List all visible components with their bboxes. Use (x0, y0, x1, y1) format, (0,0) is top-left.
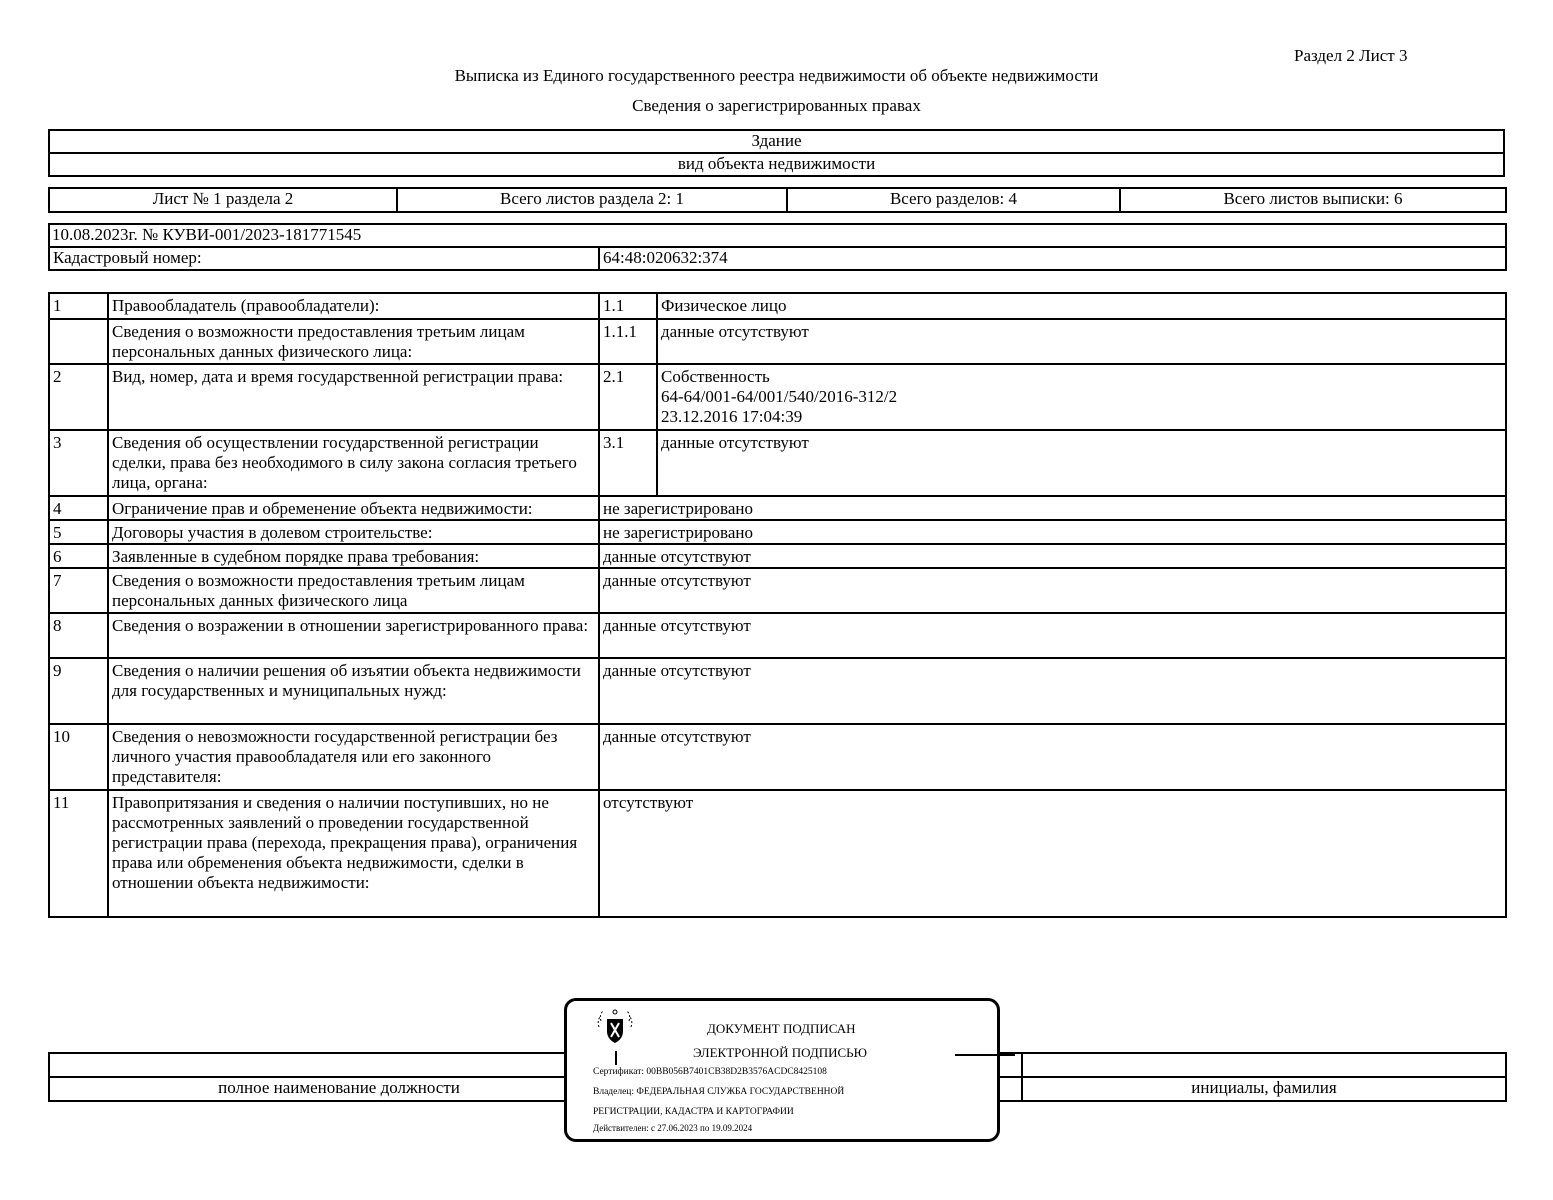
object-name: Здание (49, 130, 1504, 153)
row-code: 1.1.1 (599, 319, 657, 364)
table-row (49, 724, 1506, 790)
row-code: 2.1 (599, 364, 657, 430)
row-value: данные отсутствуют (599, 544, 1506, 568)
document-title: Выписка из Единого государственного реестра недвижимости об объекте недвижимости (454, 66, 1099, 85)
section-sheet-label: Раздел 2 Лист 3 (1294, 46, 1408, 65)
stamp-owner: Владелец: ФЕДЕРАЛЬНАЯ СЛУЖБА ГОСУДАРСТВЕННОЙ (593, 1087, 845, 1097)
row-value (657, 364, 1506, 430)
cadastral-label: Кадастровый номер: (49, 247, 599, 270)
object-caption: вид объекта недвижимости (49, 153, 1504, 176)
row-number: 8 (49, 613, 108, 658)
row-label: Сведения о возражении в отношении зарегистрированного права: (108, 613, 599, 658)
row-label: Сведения об осуществлении государственной регистрации сделки, права без необходимого в силу закона согласия третьего лица, органа: (108, 430, 599, 496)
document-subtitle: Сведения о зарегистрированных правах (632, 96, 921, 115)
row-number: 3 (49, 430, 108, 496)
row-label: Сведения о наличии решения об изъятии объекта недвижимости для государственных и муниципальных нужд: (108, 658, 599, 724)
electronic-signature-stamp (564, 998, 1000, 1142)
row-value: данные отсутствуют (657, 319, 1506, 364)
cadastral-number: 64:48:020632:374 (599, 247, 1506, 270)
rights-table (48, 292, 1507, 918)
registration-datetime: 23.12.2016 17:04:39 (661, 407, 803, 426)
registration-number: 64-64/001-64/001/540/2016-312/2 (661, 387, 898, 406)
table-row (49, 613, 1506, 658)
name-caption: инициалы, фамилия (1022, 1077, 1506, 1101)
right-type: Собственность (661, 367, 770, 386)
stamp-validity: Действителен: с 27.06.2023 по 19.09.2024 (593, 1123, 753, 1133)
row-number: 7 (49, 568, 108, 613)
stamp-owner-cont: РЕГИСТРАЦИИ, КАДАСТРА И КАРТОГРАФИИ (593, 1107, 794, 1117)
row-number: 6 (49, 544, 108, 568)
row-value: данные отсутствуют (657, 430, 1506, 496)
table-row (49, 568, 1506, 613)
sheets-table (48, 187, 1507, 213)
row-number: 4 (49, 496, 108, 520)
info-table (48, 223, 1507, 271)
row-label: Сведения о невозможности государственной регистрации без личного участия правообладателя или его законного представителя: (108, 724, 599, 790)
row-label: Правообладатель (правообладатели): (108, 293, 599, 319)
position-caption: полное наименование должности (49, 1077, 629, 1101)
row-label: Вид, номер, дата и время государственной регистрации права: (108, 364, 599, 430)
table-row (49, 364, 1506, 430)
row-label: Ограничение прав и обременение объекта недвижимости: (108, 496, 599, 520)
row-number: 10 (49, 724, 108, 790)
table-row (49, 496, 1506, 520)
table-row (49, 544, 1506, 568)
row-value: данные отсутствуют (599, 658, 1506, 724)
table-row (49, 293, 1506, 319)
total-section-sheets: Всего листов раздела 2: 1 (397, 188, 787, 212)
object-type-table (48, 129, 1505, 177)
row-number: 11 (49, 790, 108, 917)
table-row (49, 319, 1506, 364)
row-label: Сведения о возможности предоставления третьим лицам персональных данных физического лица (108, 568, 599, 613)
eagle-emblem-icon (597, 1007, 633, 1047)
sheet-number: Лист № 1 раздела 2 (49, 188, 397, 212)
position-field (49, 1053, 629, 1077)
row-number (49, 319, 108, 364)
stamp-certificate: Сертификат: 00BB056B7401CB38D2B3576ACDC8425108 (593, 1067, 827, 1077)
extract-date-number: 10.08.2023г. № КУВИ-001/2023-181771545 (49, 224, 1506, 247)
table-row (49, 790, 1506, 917)
total-extract-sheets: Всего листов выписки: 6 (1120, 188, 1506, 212)
row-value: не зарегистрировано (599, 520, 1506, 544)
table-row (49, 520, 1506, 544)
stamp-rule (955, 1054, 1015, 1056)
name-field (1022, 1053, 1506, 1077)
table-row (49, 430, 1506, 496)
row-code: 1.1 (599, 293, 657, 319)
row-label: Сведения о возможности предоставления третьим лицам персональных данных физического лица: (108, 319, 599, 364)
row-number: 9 (49, 658, 108, 724)
stamp-tick (615, 1051, 617, 1065)
row-value: данные отсутствуют (599, 724, 1506, 790)
row-value: не зарегистрировано (599, 496, 1506, 520)
row-value: Физическое лицо (657, 293, 1506, 319)
row-label: Договоры участия в долевом строительстве: (108, 520, 599, 544)
row-code: 3.1 (599, 430, 657, 496)
row-label: Заявленные в судебном порядке права требования: (108, 544, 599, 568)
table-row (49, 658, 1506, 724)
total-sections: Всего разделов: 4 (787, 188, 1120, 212)
row-number: 5 (49, 520, 108, 544)
stamp-line1: ДОКУМЕНТ ПОДПИСАН (707, 1021, 856, 1036)
row-label: Правопритязания и сведения о наличии поступивших, но не рассмотренных заявлений о проведении государственной регистрации права (перехода, прекращения права), ограничения права или обременения объекта недвижимости, сделки в отношении объекта недвижимости: (108, 790, 599, 917)
row-value: данные отсутствуют (599, 568, 1506, 613)
row-number: 1 (49, 293, 108, 319)
row-value: данные отсутствуют (599, 613, 1506, 658)
row-number: 2 (49, 364, 108, 430)
row-value: отсутствуют (599, 790, 1506, 917)
stamp-line2: ЭЛЕКТРОННОЙ ПОДПИСЬЮ (693, 1045, 867, 1060)
